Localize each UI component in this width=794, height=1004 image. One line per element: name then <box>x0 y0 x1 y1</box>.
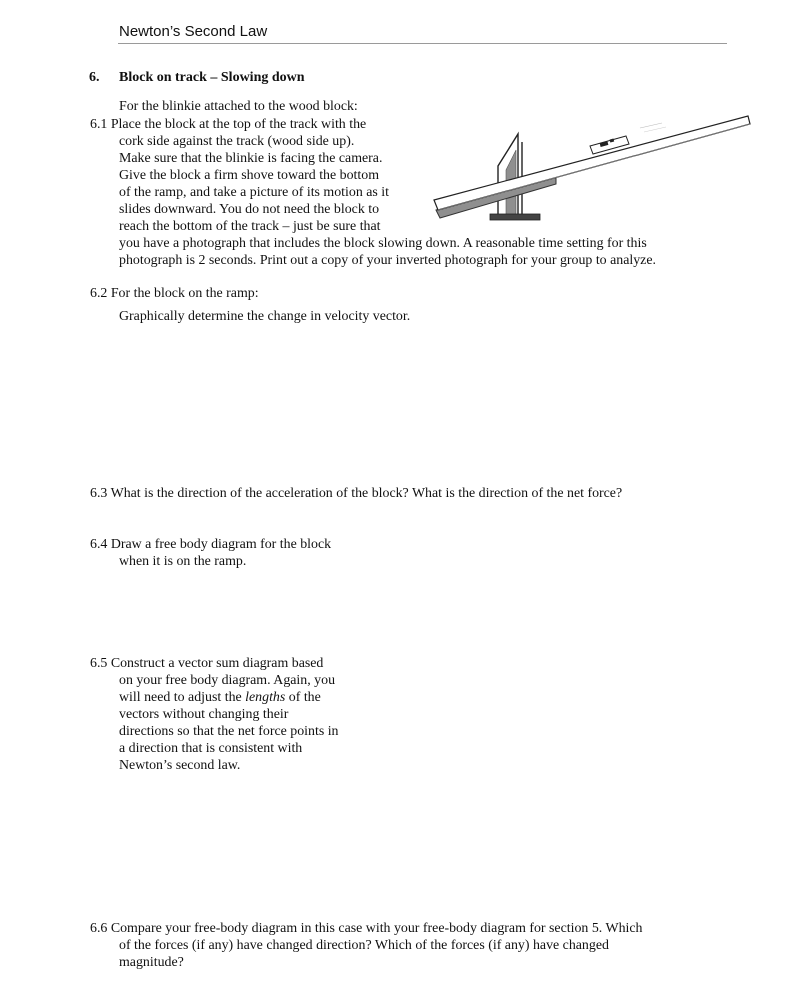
q6-5-line: Newton’s second law. <box>119 758 241 773</box>
q6-1-line: Give the block a firm shove toward the bottom <box>119 168 380 183</box>
q6-6-line: 6.6 Compare your free-body diagram in this case with your free-body diagram for section 5. Which <box>90 921 643 936</box>
q6-5-text: of the <box>285 690 321 705</box>
q6-1-line: you have a photograph that includes the block slowing down. A reasonable time setting for this <box>119 236 647 251</box>
q6-5-line: vectors without changing their <box>119 707 289 722</box>
q6-1-line: Make sure that the blinkie is facing the camera. <box>119 151 383 166</box>
q6-2-instruction: Graphically determine the change in velocity vector. <box>119 309 411 324</box>
q6-3-text: 6.3 What is the direction of the acceleration of the block? What is the direction of the net force? <box>90 486 623 501</box>
q6-1-line: photograph is 2 seconds. Print out a copy of your inverted photograph for your group to analyze. <box>119 253 656 268</box>
q6-5-line: 6.5 Construct a vector sum diagram based <box>90 656 324 671</box>
q6-1-line: slides downward. You do not need the block to <box>119 202 380 217</box>
page-header-title: Newton’s Second Law <box>119 23 268 40</box>
q6-1-line: 6.1 Place the block at the top of the track with the <box>90 117 367 132</box>
section-title: Block on track – Slowing down <box>119 70 305 85</box>
q6-4-line: when it is on the ramp. <box>119 554 247 569</box>
q6-6-line: magnitude? <box>119 955 184 970</box>
q6-1-line: reach the bottom of the track – just be sure that <box>119 219 381 234</box>
q6-5-emphasis: lengths <box>245 690 286 705</box>
ramp-illustration <box>430 106 752 234</box>
q6-5-line: on your free body diagram. Again, you <box>119 673 336 688</box>
section-number: 6. <box>89 70 100 85</box>
q6-2-label: 6.2 For the block on the ramp: <box>90 286 259 301</box>
q6-1-line: of the ramp, and take a picture of its motion as it <box>119 185 390 200</box>
q6-5-line <box>119 689 321 706</box>
intro-text: For the blinkie attached to the wood block: <box>119 99 358 114</box>
q6-4-line: 6.4 Draw a free body diagram for the block <box>90 537 332 552</box>
q6-5-line: directions so that the net force points in <box>119 724 339 739</box>
track-icon <box>434 116 750 210</box>
q6-6-line: of the forces (if any) have changed direction? Which of the forces (if any) have changed <box>119 938 609 953</box>
q6-5-text: will need to adjust the <box>119 690 246 705</box>
header-divider <box>118 43 727 44</box>
q6-5-line: a direction that is consistent with <box>119 741 303 756</box>
q6-1-line: cork side against the track (wood side up). <box>119 134 355 149</box>
